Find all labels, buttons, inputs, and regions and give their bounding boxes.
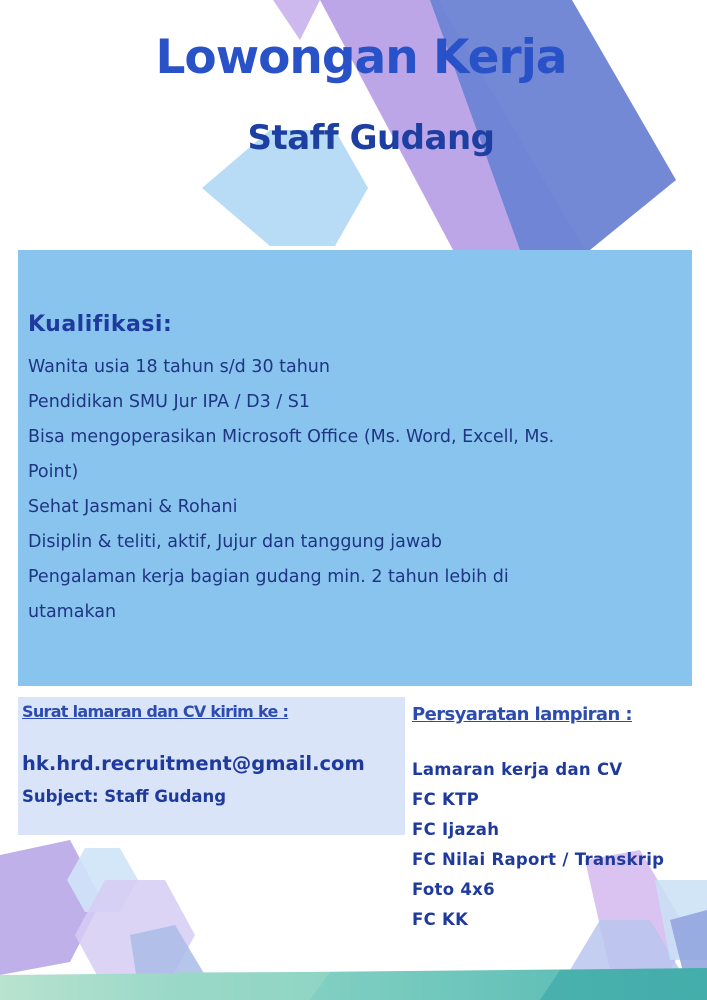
bottom-strip-accent xyxy=(160,972,330,1000)
qualification-item: Pengalaman kerja bagian gudang min. 2 tahun lebih di xyxy=(28,567,509,587)
qualification-item: Sehat Jasmani & Rohani xyxy=(28,497,238,517)
qualification-item: Disiplin & teliti, aktif, Jujur dan tanggung jawab xyxy=(28,532,443,552)
requirements-heading: Persyaratan lampiran : xyxy=(412,704,632,725)
qualification-item: Point) xyxy=(28,462,79,482)
requirement-item: FC KK xyxy=(412,910,469,929)
qualifications-list xyxy=(28,350,688,630)
requirement-item: Foto 4x6 xyxy=(412,880,495,899)
qualification-item: Pendidikan SMU Jur IPA / D3 / S1 xyxy=(28,392,310,412)
requirement-item: FC Ijazah xyxy=(412,820,500,839)
requirement-item: Lamaran kerja dan CV xyxy=(412,760,623,779)
qualification-item: Wanita usia 18 tahun s/d 30 tahun xyxy=(28,357,330,377)
page-title: Lowongan Kerja xyxy=(155,30,567,85)
qualifications-heading: Kualifikasi: xyxy=(28,312,173,337)
qualification-item: Bisa mengoperasikan Microsoft Office (Ms. Word, Excell, Ms. xyxy=(28,427,555,447)
bottom-strip-accent-right xyxy=(540,968,707,1000)
page-subtitle: Staff Gudang xyxy=(247,118,495,158)
application-subject: Subject: Staff Gudang xyxy=(22,787,227,806)
qualification-item: utamakan xyxy=(28,602,117,622)
requirements-list xyxy=(412,755,664,935)
application-heading: Surat lamaran dan CV kirim ke : xyxy=(22,702,289,721)
application-email[interactable]: hk.hrd.recruitment@gmail.com xyxy=(22,752,365,775)
requirement-item: FC KTP xyxy=(412,790,480,809)
requirement-item: FC Nilai Raport / Transkrip xyxy=(412,850,665,869)
